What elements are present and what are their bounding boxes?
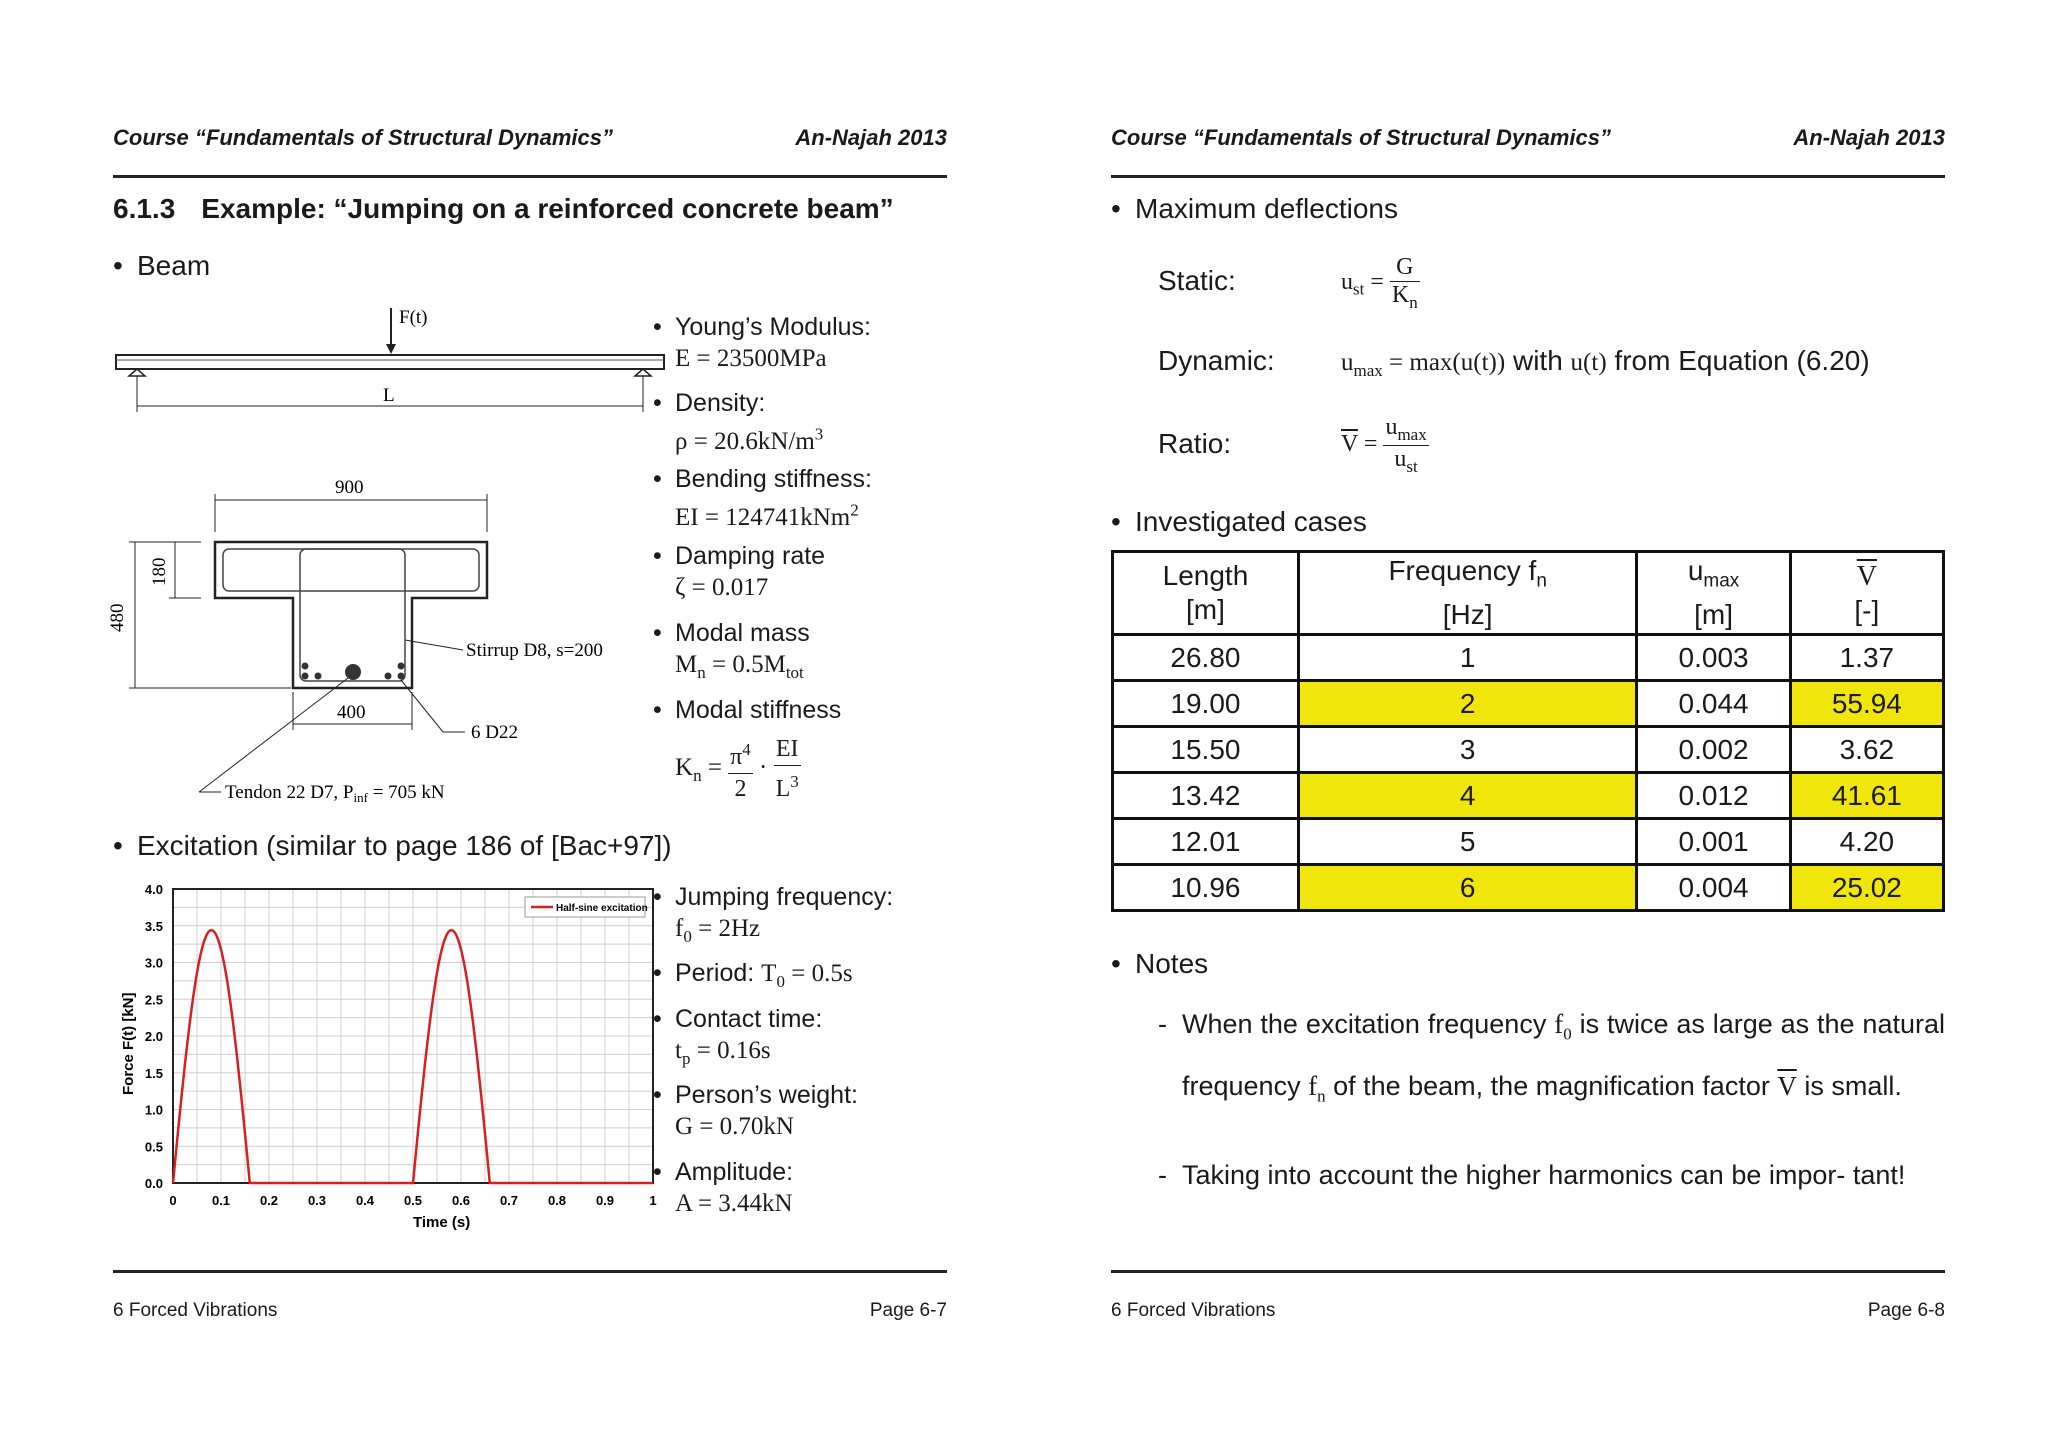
x-tick-label: 0.9 — [595, 1193, 615, 1208]
col-header-ratio: $\overline{V}$ [-] — [1790, 552, 1943, 635]
y-tick-label: 0.5 — [144, 1139, 163, 1155]
table-row — [1113, 773, 1944, 819]
footer-rule — [113, 1270, 947, 1273]
table-cell: 1.37 — [1790, 635, 1943, 681]
table-cell: 0.044 — [1637, 681, 1790, 727]
y-tick-label: 2.5 — [144, 992, 163, 1008]
table-cell: 2 — [1298, 681, 1637, 727]
footer-page: Page 6-7 — [869, 1300, 947, 1321]
table-cell: 4.20 — [1790, 819, 1943, 865]
static-formula: $u_{st}$ = $\frac{G}{K_n}$ — [1341, 254, 1418, 312]
static-label: Static: — [1158, 265, 1236, 296]
left-support — [129, 369, 145, 376]
legend-label: Half-sine excitation — [556, 903, 648, 914]
table-cell: 26.80 — [1113, 635, 1299, 681]
stirrup-label: Stirrup D8, s=200 — [466, 640, 603, 661]
table-cell: 19.00 — [1113, 681, 1299, 727]
exc-contact-time: • Contact time: $t_p = 0.16s$ — [653, 1005, 823, 1068]
y-axis-label: Force F(t) [kN] — [120, 992, 137, 1095]
beam-body — [116, 355, 664, 369]
table-header-row — [1113, 552, 1944, 635]
x-tick-label: 0.8 — [547, 1193, 567, 1208]
table-cell: 15.50 — [1113, 727, 1299, 773]
page-header — [1111, 125, 1945, 155]
width-dim-label: 900 — [335, 477, 364, 498]
course-title: Course “Fundamentals of Structural Dynamics” — [1111, 125, 1611, 150]
note-1: - When the excitation frequency $f_0$ is twice as large as the natural frequency $f_n$ of the beam, the magnification factor $\overline{V}$ is small. — [1158, 1009, 1945, 1106]
x-tick-labels — [169, 1193, 656, 1208]
table-row — [1113, 635, 1944, 681]
dynamic-formula: $u_{max} = \max(u(t))$ with u(t) from Equation (6.20) — [1341, 345, 1870, 380]
table-cell: 6 — [1298, 865, 1637, 911]
col-header-frequency: Frequency $f_n$ [Hz] — [1298, 552, 1637, 635]
prop-modal-stiffness: • Modal stiffness $K_n$ = $\frac{\pi^4}{2}$ · $\frac{EI}{L^3}$ — [653, 696, 842, 802]
length-label: L — [383, 385, 395, 406]
x-tick-label: 0.5 — [403, 1193, 423, 1208]
y-tick-label: 2.0 — [144, 1029, 163, 1044]
table-cell: 0.003 — [1637, 635, 1790, 681]
footer-page: Page 6-8 — [1867, 1300, 1945, 1321]
table-row — [1113, 727, 1944, 773]
institution: An-Najah 2013 — [1793, 125, 1945, 150]
x-tick-label: 0.1 — [211, 1193, 231, 1208]
excitation-heading: • Excitation (similar to page 186 of [Bac+97]) — [113, 830, 672, 861]
note-2: - Taking into account the higher harmonics can be impor- tant! — [1158, 1160, 1906, 1190]
header-rule — [1111, 175, 1945, 178]
x-tick-label: 0.3 — [307, 1193, 327, 1208]
prop-density: • Density: $\rho = 20.6kN/m^3$ — [653, 389, 824, 456]
exc-jumping-frequency: • Jumping frequency: $f_0 = 2Hz$ — [653, 883, 894, 946]
x-axis-label: Time (s) — [413, 1214, 471, 1231]
investigated-cases-heading: • Investigated cases — [1111, 506, 1367, 537]
table-cell: 3 — [1298, 727, 1637, 773]
prop-youngs-modulus: • Young’s Modulus: E = 23500MPa — [653, 313, 871, 372]
y-tick-label: 3.5 — [144, 918, 163, 934]
rebar-label: 6 D22 — [471, 722, 518, 743]
web-width-label: 400 — [337, 702, 366, 723]
cross-section-diagram — [107, 470, 673, 810]
y-tick-label: 3.0 — [144, 955, 163, 971]
x-tick-label: 1 — [649, 1193, 657, 1208]
header-rule — [113, 175, 947, 178]
x-tick-label: 0.7 — [499, 1193, 519, 1208]
footer-rule — [1111, 1270, 1945, 1273]
table-cell: 0.012 — [1637, 773, 1790, 819]
prop-bending-stiffness: • Bending stiffness: EI = 124741kNm$^2$ — [653, 465, 872, 532]
table-cell: 13.42 — [1113, 773, 1299, 819]
col-header-length: Length [m] — [1113, 552, 1299, 635]
prop-modal-mass: • Modal mass $M_n = 0.5M_{tot}$ — [653, 619, 810, 682]
table-cell: 41.61 — [1790, 773, 1943, 819]
exc-person-weight: • Person’s weight: G = 0.70kN — [653, 1081, 858, 1140]
exc-period: • Period: $T_0 = 0.5s$ — [653, 959, 853, 991]
institution: An-Najah 2013 — [795, 125, 947, 150]
flange-dim-label: 180 — [149, 557, 170, 586]
table-cell: 3.62 — [1790, 727, 1943, 773]
footer-chapter: 6 Forced Vibrations — [1111, 1300, 1276, 1321]
y-tick-labels — [145, 882, 163, 1191]
max-deflections-heading: • Maximum deflections — [1111, 193, 1398, 224]
x-tick-label: 0.6 — [451, 1193, 471, 1208]
prop-damping-rate: • Damping rate ζ = 0.017 — [653, 542, 826, 601]
table-cell: 0.001 — [1637, 819, 1790, 865]
table-cell: 10.96 — [1113, 865, 1299, 911]
table-cell: 12.01 — [1113, 819, 1299, 865]
ratio-formula: $\overline{V}$ = $\frac{u_{max}}{u_{st}}$ — [1341, 414, 1427, 476]
page-header — [113, 125, 947, 155]
y-tick-label: 1.5 — [144, 1065, 163, 1081]
beam-diagram — [113, 300, 673, 420]
table-cell: 4 — [1298, 773, 1637, 819]
table-cell: 0.004 — [1637, 865, 1790, 911]
exc-amplitude: • Amplitude: A = 3.44kN — [653, 1158, 794, 1217]
table-row — [1113, 819, 1944, 865]
right-support — [635, 369, 651, 376]
notes-heading: • Notes — [1111, 948, 1209, 979]
table-cell: 55.94 — [1790, 681, 1943, 727]
left-page — [107, 0, 947, 1448]
table-cell: 25.02 — [1790, 865, 1943, 911]
x-tick-label: 0.2 — [259, 1193, 279, 1208]
table-cell: 5 — [1298, 819, 1637, 865]
section-title-text: Example: “Jumping on a reinforced concrete beam” — [201, 193, 894, 224]
y-tick-label: 1.0 — [144, 1102, 163, 1118]
dynamic-label: Dynamic: — [1158, 345, 1275, 376]
footer-chapter: 6 Forced Vibrations — [113, 1300, 278, 1321]
section-title — [113, 193, 894, 225]
y-tick-label: 0.0 — [144, 1176, 163, 1191]
y-tick-label: 4.0 — [144, 882, 163, 897]
force-label: F(t) — [399, 307, 428, 328]
beam-heading: • Beam — [113, 250, 211, 281]
height-dim-label: 480 — [107, 603, 128, 632]
section-number: 6.1.3 — [113, 193, 176, 224]
course-title: Course “Fundamentals of Structural Dynamics” — [113, 125, 613, 150]
table-cell: 0.002 — [1637, 727, 1790, 773]
force-arrow-head — [386, 344, 396, 354]
right-page — [1111, 0, 1945, 1448]
tendon — [345, 664, 361, 680]
ratio-label: Ratio: — [1158, 428, 1232, 459]
x-tick-label: 0 — [169, 1193, 177, 1208]
tendon-label: Tendon 22 D7, $P_{inf} = 705$ kN — [225, 782, 445, 805]
cases-table — [1111, 550, 1945, 912]
table-cell: 1 — [1298, 635, 1637, 681]
table-row — [1113, 865, 1944, 911]
x-tick-label: 0.4 — [355, 1193, 375, 1208]
col-header-umax: $u_{max}$ [m] — [1637, 552, 1790, 635]
excitation-chart — [113, 875, 673, 1235]
table-row — [1113, 681, 1944, 727]
